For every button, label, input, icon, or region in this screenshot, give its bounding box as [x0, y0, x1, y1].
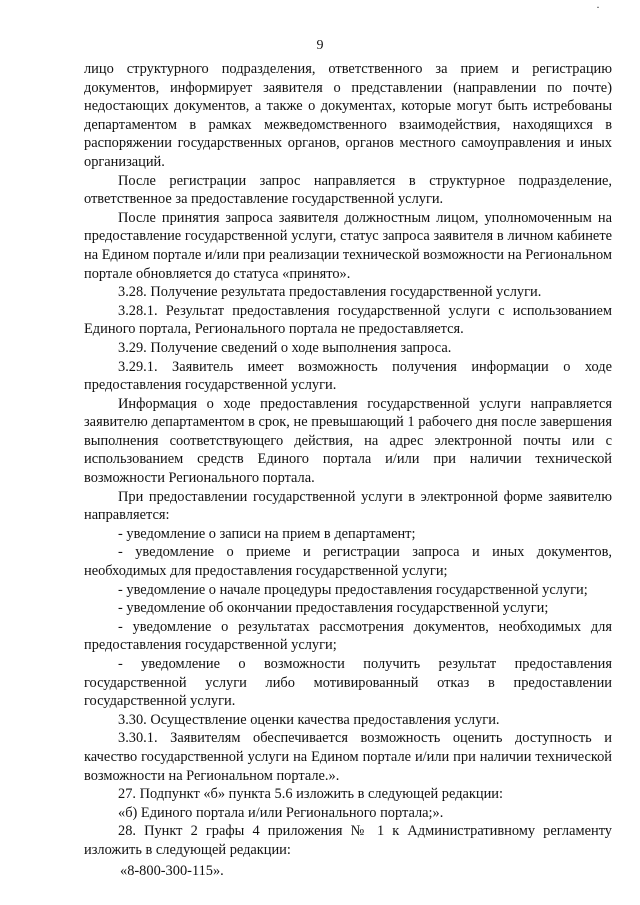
list-item: - уведомление о записи на прием в департамент;	[118, 525, 416, 542]
paragraph: 3.30.1. Заявителям обеспечивается возможность оценить доступность и качество государственной услуги на Едином портале и/или при наличии технической возможности на Региональном портале.».	[84, 730, 612, 784]
paragraph: 28. Пункт 2 графы 4 приложения № 1 к Административному регламенту изложить в следующей редакции:	[84, 823, 612, 858]
list-item: - уведомление о начале процедуры предоставления государственной услуги;	[118, 581, 588, 598]
paragraph: После регистрации запрос направляется в структурное подразделение, ответственное за предоставление государственной услуги.	[84, 172, 612, 208]
list-item: - уведомление о приеме и регистрации запроса и иных документов, необходимых для предоставления государственной услуги;	[84, 544, 612, 580]
section-heading: 3.29. Получение сведений о ходе выполнения запроса.	[118, 339, 452, 356]
list-item: - уведомление о результатах рассмотрения документов, необходимых для предоставления государственной услуги;	[84, 618, 612, 654]
paragraph: 27. Подпункт «б» пункта 5.6 изложить в следующей редакции:	[118, 786, 503, 803]
paragraph: При предоставлении государственной услуги в электронной форме заявителю направляется:	[84, 488, 612, 524]
list-item: - уведомление о возможности получить результат предоставления государственной услуги либо мотивированный отказ в предоставлении государственной услуги.	[84, 656, 612, 710]
corner-mark: ·	[596, 0, 600, 14]
paragraph: После принятия запроса заявителя должностным лицом, уполномоченным на предоставление государственной услуги, статус запроса заявителя в личном кабинете на Едином портале и/или при реализации технической возможности на Региональном портале обновляется до статуса «принято».	[84, 209, 612, 282]
paragraph: 3.28.1. Результат предоставления государственной услуги с использованием Единого портала, Регионального портала не предоставляется.	[84, 302, 612, 338]
phone-number: «8-800-300-115».	[120, 862, 224, 879]
page-number: 9	[316, 38, 324, 53]
section-heading: 3.30. Осуществление оценки качества предоставления услуги.	[118, 711, 500, 728]
document-body	[84, 60, 612, 880]
section-heading: 3.28. Получение результата предоставления государственной услуги.	[118, 284, 542, 301]
paragraph: 3.29.1. Заявитель имеет возможность получения информации о ходе предоставления государственной услуги.	[84, 358, 612, 394]
list-item: - уведомление об окончании предоставления государственной услуги;	[118, 600, 549, 617]
paragraph: Информация о ходе предоставления государственной услуги направляется заявителю департаментом в срок, не превышающий 1 рабочего дня после завершения выполнения соответствующего действия, на адрес электронной почты или с использованием средств Единого портала и/или при наличии технической возможности Регионального портала.	[84, 395, 612, 487]
paragraph: лицо структурного подразделения, ответственного за прием и регистрацию документов, информирует заявителя о представлении (направлении по почте) недостающих документов, а также о документах, которые могут быть истребованы департаментом в рамках межведомственного взаимодействия, находящихся в распоряжении государственных органов, органов местного самоуправления и иных организаций.	[84, 61, 612, 170]
paragraph: «б) Единого портала и/или Регионального портала;».	[118, 804, 444, 821]
